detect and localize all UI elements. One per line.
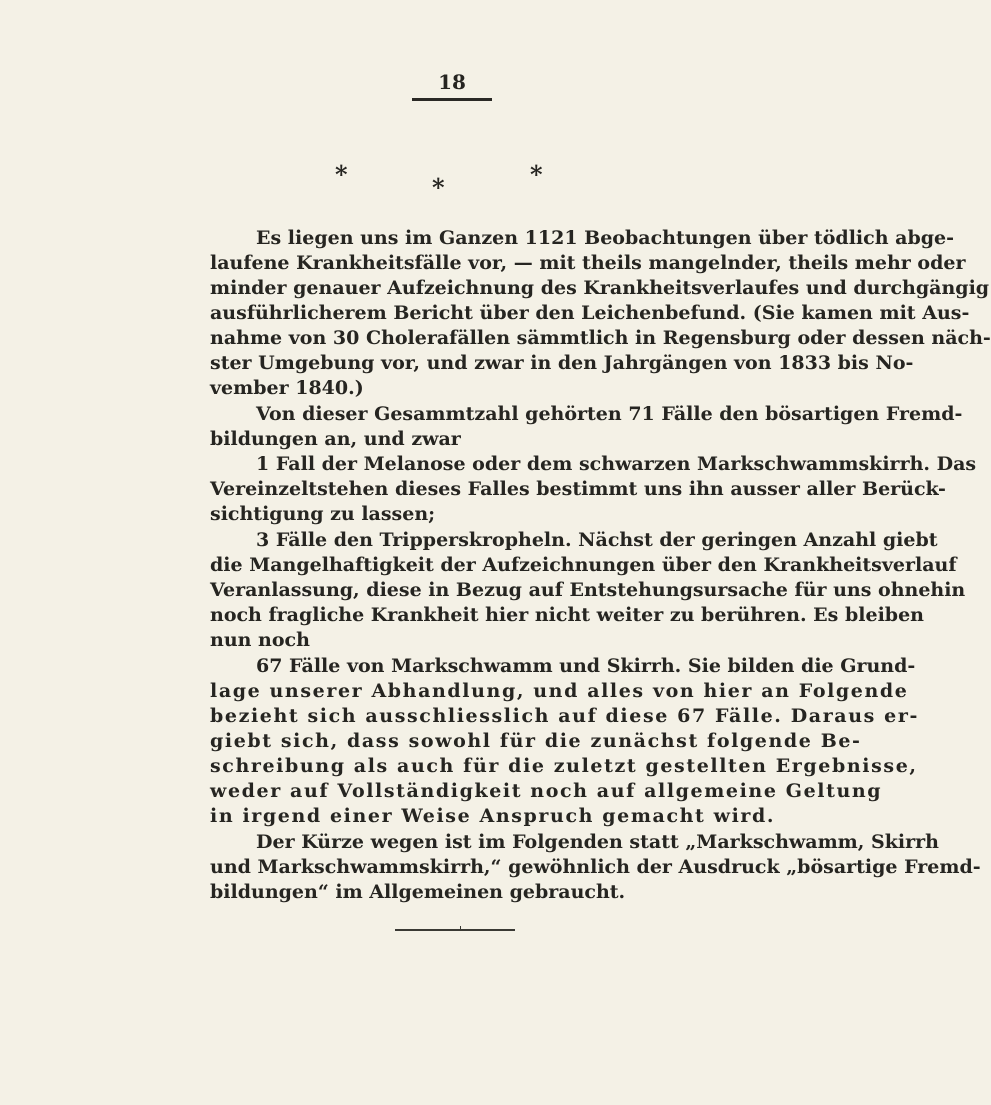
- text-line: Der Kürze wegen ist im Folgenden statt „Markschwamm, Skirrh: [256, 831, 939, 853]
- text-line: Es liegen uns im Ganzen 1121 Beobachtungen über tödlich abge-: [256, 227, 954, 249]
- asterism-star-left: *: [335, 160, 348, 189]
- closing-rule-tick: [460, 926, 461, 931]
- text-line: und Markschwammskirrh,“ gewöhnlich der Ausdruck „bösartige Fremd-: [210, 856, 981, 878]
- text-line: giebt sich, dass sowohl für die zunächst folgende Be-: [210, 730, 862, 752]
- text-line: schreibung als auch für die zuletzt gestellten Ergebnisse,: [210, 755, 918, 777]
- header-rule: [412, 98, 492, 101]
- asterism-star-right: *: [530, 160, 543, 189]
- text-line: in irgend einer Weise Anspruch gemacht wird.: [210, 805, 776, 827]
- text-line: nahme von 30 Cholerafällen sämmtlich in Regensburg oder dessen näch-: [210, 327, 991, 349]
- text-line: noch fragliche Krankheit hier nicht weiter zu berühren. Es bleiben: [210, 604, 924, 626]
- page-number: 18: [438, 70, 466, 94]
- text-line: 67 Fälle von Markschwamm und Skirrh. Sie bilden die Grund-: [256, 655, 916, 677]
- text-line: 1 Fall der Melanose oder dem schwarzen Markschwammskirrh. Das: [256, 453, 977, 475]
- asterism-star-center: *: [432, 173, 445, 202]
- closing-rule: [395, 929, 515, 931]
- text-line: minder genauer Aufzeichnung des Krankheitsverlaufes und durchgängig: [210, 277, 990, 299]
- text-line: vember 1840.): [210, 377, 364, 399]
- text-line: laufene Krankheitsfälle vor, — mit theils mangelnder, theils mehr oder: [210, 252, 966, 274]
- text-line: bezieht sich ausschliesslich auf diese 67 Fälle. Daraus er-: [210, 705, 919, 727]
- text-line: Vereinzeltstehen dieses Falles bestimmt uns ihn ausser aller Berück-: [210, 478, 946, 500]
- text-line: ausführlicherem Bericht über den Leichenbefund. (Sie kamen mit Aus-: [210, 302, 970, 324]
- text-line: 3 Fälle den Tripperskropheln. Nächst der geringen Anzahl giebt: [256, 529, 938, 551]
- text-line: die Mangelhaftigkeit der Aufzeichnungen über den Krankheitsverlauf: [210, 554, 957, 576]
- text-line: nun noch: [210, 629, 310, 651]
- text-line: lage unserer Abhandlung, und alles von hier an Folgende: [210, 680, 909, 702]
- text-line: ster Umgebung vor, und zwar in den Jahrgängen von 1833 bis No-: [210, 352, 914, 374]
- text-line: Veranlassung, diese in Bezug auf Entstehungsursache für uns ohnehin: [210, 579, 966, 601]
- text-line: sichtigung zu lassen;: [210, 503, 436, 525]
- text-line: weder auf Vollständigkeit noch auf allgemeine Geltung: [210, 780, 883, 802]
- text-line: bildungen an, und zwar: [210, 428, 461, 450]
- text-line: Von dieser Gesammtzahl gehörten 71 Fälle den bösartigen Fremd-: [256, 403, 963, 425]
- text-line: bildungen“ im Allgemeinen gebraucht.: [210, 881, 626, 903]
